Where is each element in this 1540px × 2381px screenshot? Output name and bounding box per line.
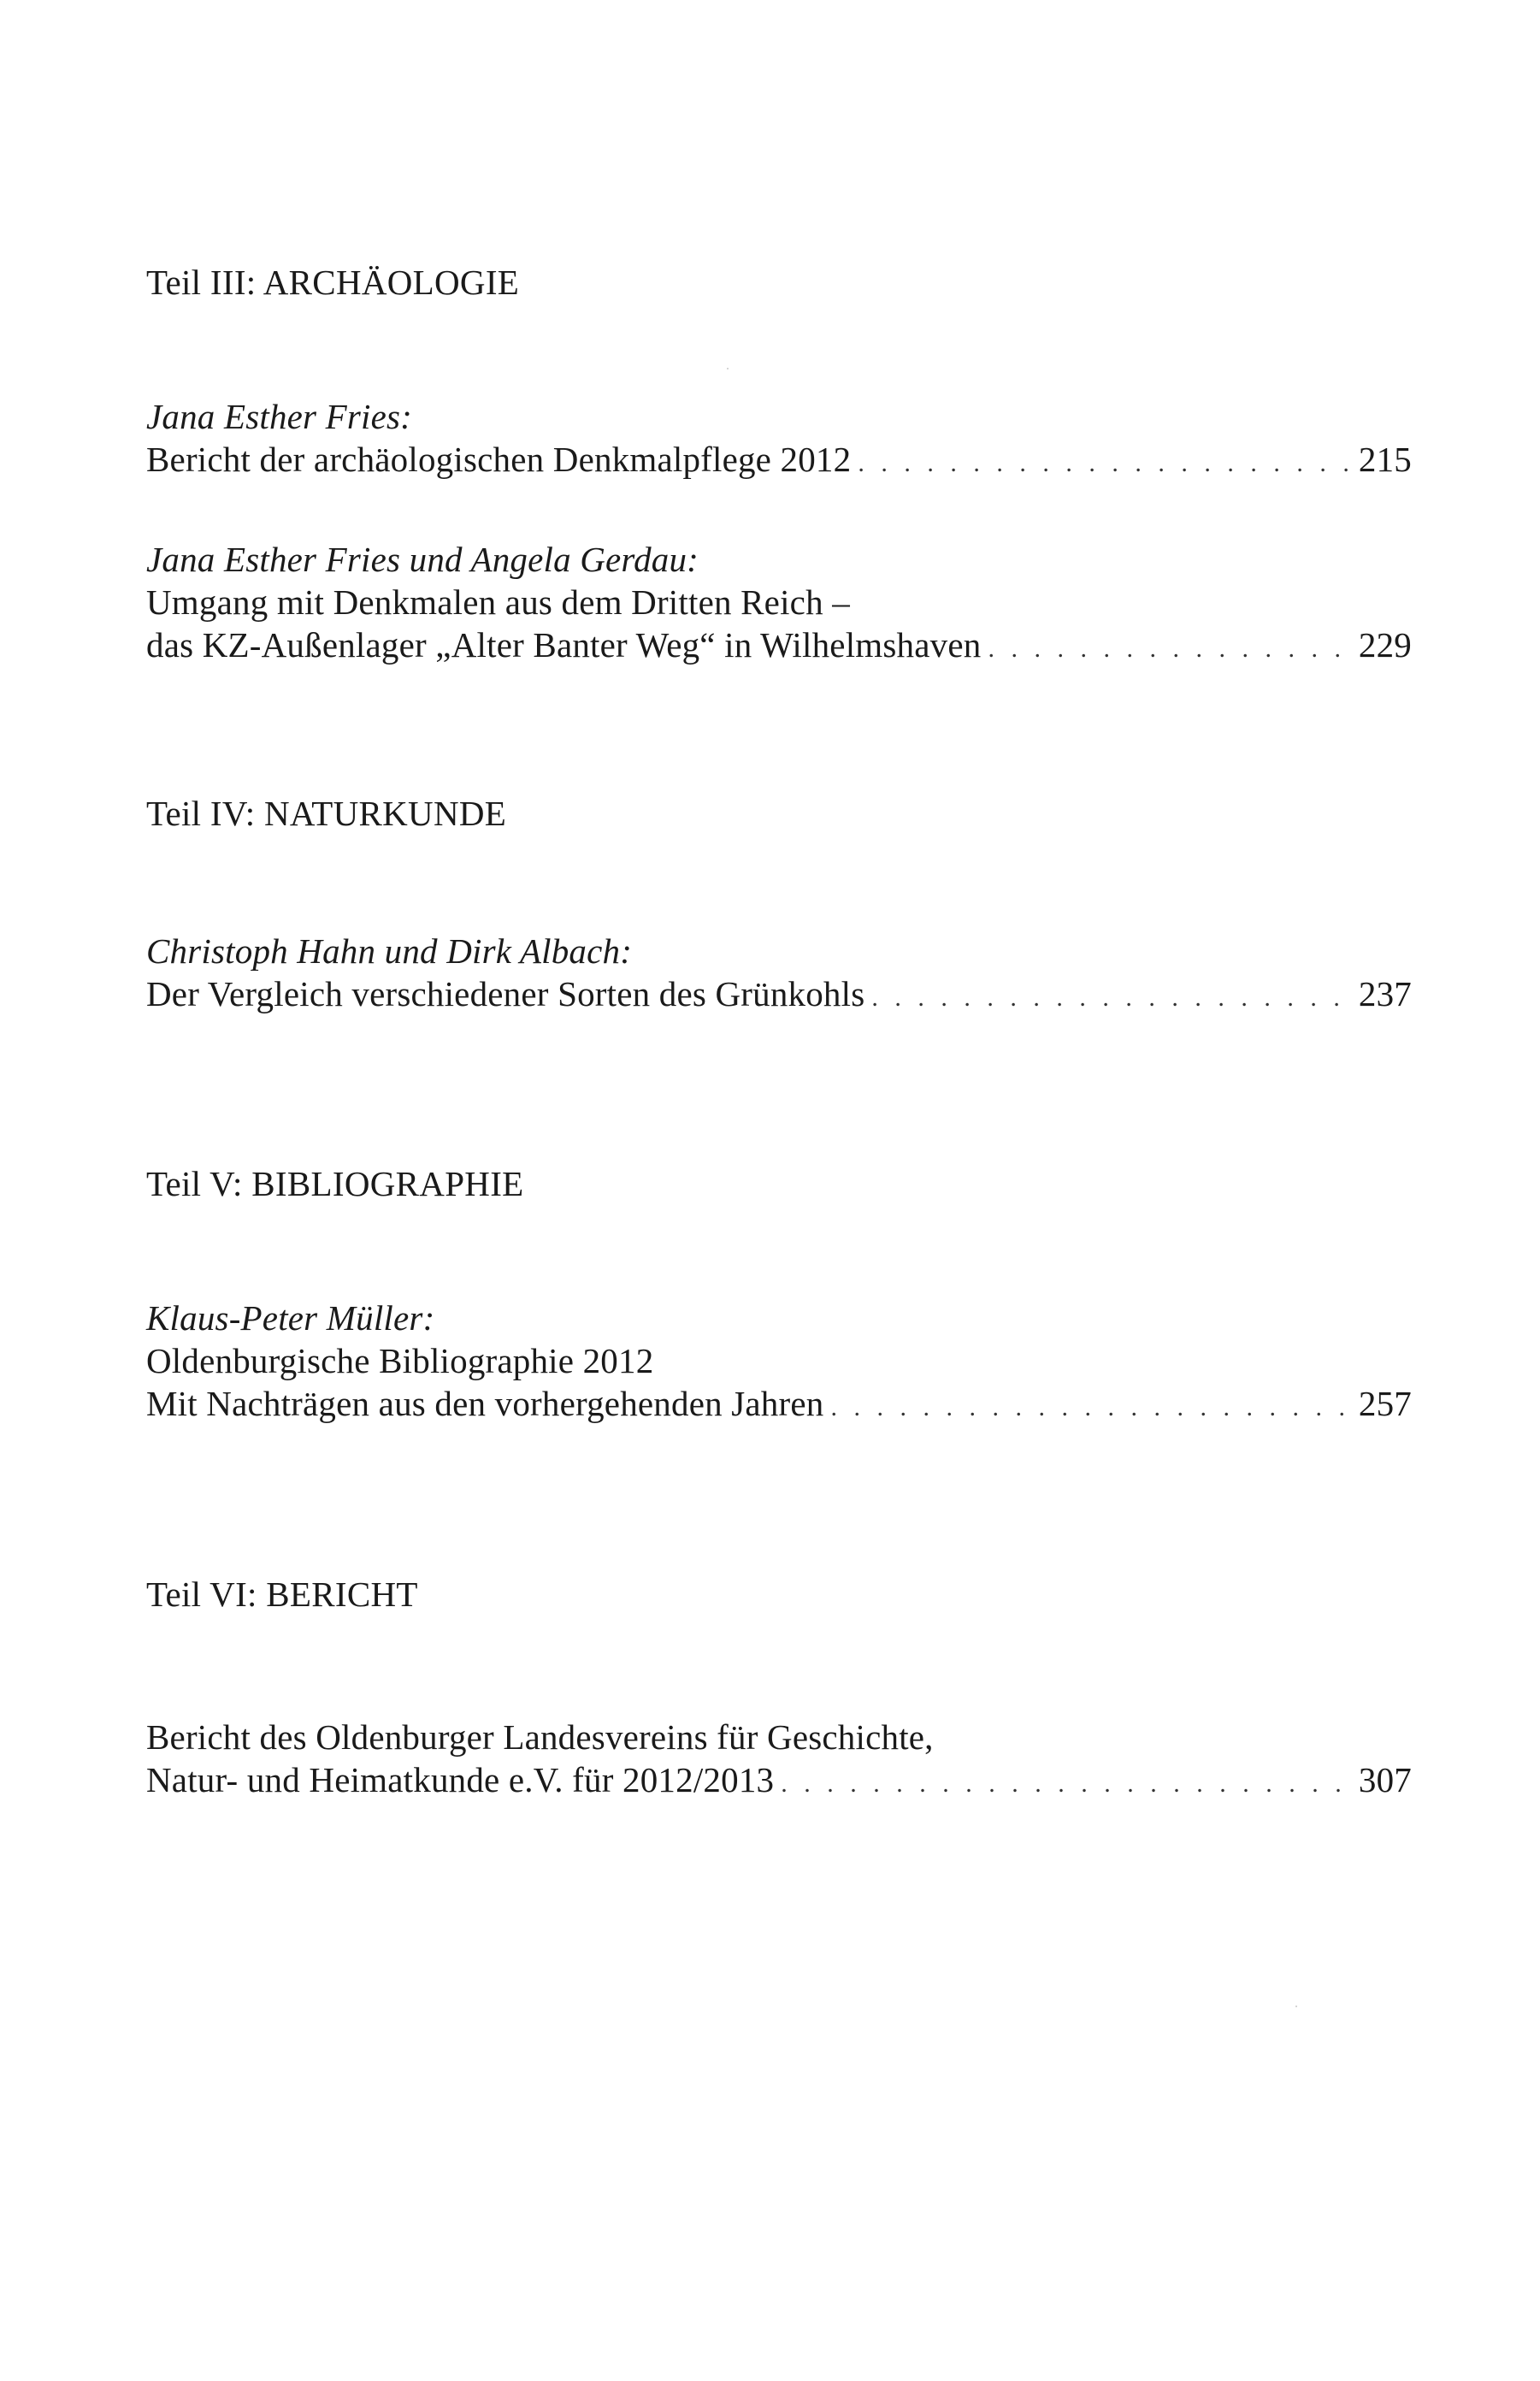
entry-title: Bericht der archäologischen Denkmalpflege 2012 — [146, 440, 852, 479]
dot-leader — [830, 1386, 1349, 1429]
section-heading: Teil III: ARCHÄOLOGIE — [146, 263, 520, 302]
scan-speck — [1295, 2006, 1297, 2007]
entry-authors: Jana Esther Fries: — [146, 397, 413, 436]
toc-entry — [146, 930, 1412, 1019]
entry-title: Der Vergleich verschiedener Sorten des Grünkohls — [146, 974, 865, 1013]
dot-leader — [988, 628, 1349, 671]
toc-entry — [146, 1297, 1412, 1429]
page-number: 215 — [1358, 440, 1412, 479]
section-heading: Teil VI: BERICHT — [146, 1575, 418, 1614]
entry-title: Natur- und Heimatkunde e.V. für 2012/2013 — [146, 1760, 775, 1799]
entry-title-line — [146, 623, 1412, 671]
section-heading: Teil V: BIBLIOGRAPHIE — [146, 1164, 524, 1203]
dot-leader — [858, 442, 1350, 485]
dot-leader — [781, 1763, 1350, 1805]
toc-entry — [146, 1716, 1412, 1805]
toc-entry — [146, 395, 1412, 485]
section-heading: Teil IV: NATURKUNDE — [146, 794, 507, 833]
entry-title-line — [146, 972, 1412, 1019]
page-number: 307 — [1358, 1760, 1412, 1799]
section-naturkunde — [146, 793, 1412, 1019]
dot-leader — [871, 977, 1350, 1019]
entry-title-line — [146, 438, 1412, 485]
toc-entry — [146, 538, 1412, 671]
page-number: 237 — [1358, 974, 1412, 1013]
entry-title-line: Oldenburgische Bibliographie 2012 — [146, 1341, 654, 1380]
entry-title: das KZ-Außenlager „Alter Banter Weg“ in Wilhelmshaven — [146, 625, 982, 665]
section-archaeologie — [146, 262, 1412, 671]
entry-authors: Klaus-Peter Müller: — [146, 1298, 435, 1338]
page-number: 257 — [1358, 1384, 1412, 1423]
scan-speck — [727, 368, 729, 369]
entry-title-line: Bericht des Oldenburger Landesvereins für Geschichte, — [146, 1717, 934, 1757]
entry-authors: Jana Esther Fries und Angela Gerdau: — [146, 540, 699, 579]
entry-title-line: Umgang mit Denkmalen aus dem Dritten Reich – — [146, 582, 850, 622]
entry-title: Mit Nachträgen aus den vorhergehenden Jahren — [146, 1384, 824, 1423]
page-number: 229 — [1358, 625, 1412, 665]
section-bibliographie — [146, 1163, 1412, 1429]
entry-title-line — [146, 1758, 1412, 1805]
entry-authors: Christoph Hahn und Dirk Albach: — [146, 931, 633, 971]
entry-title-line — [146, 1382, 1412, 1429]
section-bericht — [146, 1574, 1412, 1805]
